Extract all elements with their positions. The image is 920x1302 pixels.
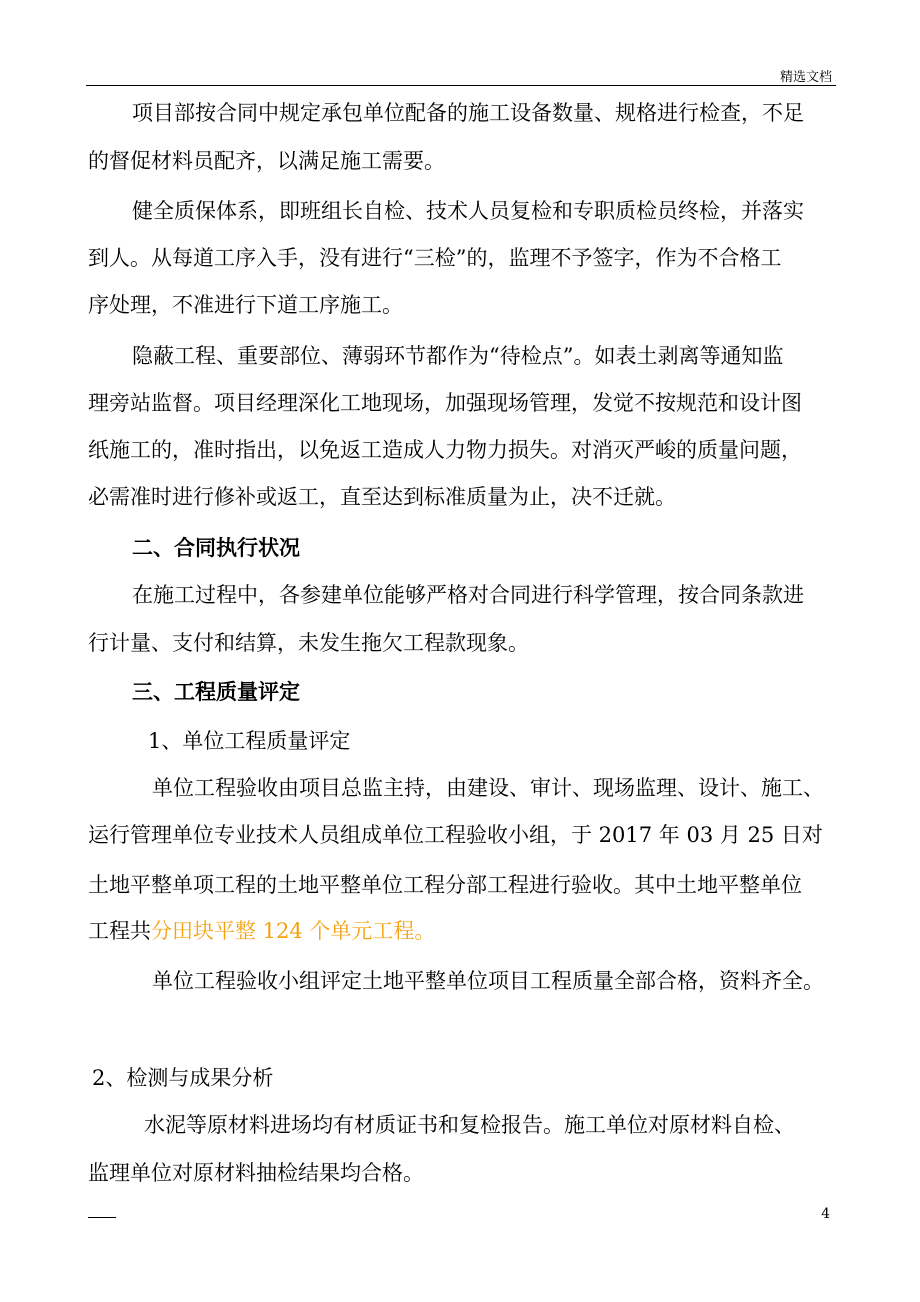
page-number: 4 (821, 1206, 830, 1222)
highlighted-text: 分田块平整 124 个单元工程。 (151, 919, 436, 943)
paragraph-line: 隐蔽工程、重要部位、薄弱环节都作为“待检点”。如表土剥离等通知监 (132, 344, 784, 368)
paragraph-line: 单位工程验收由项目总监主持，由建设、审计、现场监理、设计、施工、 (152, 776, 824, 800)
section-heading: 三、工程质量评定 (132, 679, 300, 704)
paragraph-line: 必需准时进行修补或返工，直至达到标准质量为止，决不迁就。 (88, 485, 676, 509)
footer-rule (88, 1217, 116, 1218)
paragraph-line (88, 916, 435, 946)
paragraph-line: 水泥等原材料进场均有材质证书和复检报告。施工单位对原材料自检、 (144, 1113, 795, 1137)
header-rule (86, 85, 836, 86)
paragraph-line: 单位工程验收小组评定土地平整单位项目工程质量全部合格，资料齐全。 (152, 969, 824, 993)
section-heading: 二、合同执行状况 (132, 535, 300, 560)
paragraph-line: 土地平整单项工程的土地平整单位工程分部工程进行验收。其中土地平整单位 (88, 873, 802, 897)
paragraph-line: 的督促材料员配齐，以满足施工需要。 (88, 149, 445, 173)
subsection-heading: 1、单位工程质量评定 (148, 729, 351, 753)
paragraph-line: 健全质保体系，即班组长自检、技术人员复检和专职质检员终检，并落实 (132, 199, 804, 223)
paragraph-line: 行计量、支付和结算，未发生拖欠工程款现象。 (88, 631, 529, 655)
header-label: 精选文档 (779, 70, 832, 85)
text-prefix: 工程共 (88, 919, 151, 943)
paragraph-line: 在施工过程中，各参建单位能够严格对合同进行科学管理，按合同条款进 (132, 583, 804, 607)
paragraph-line: 理旁站监督。项目经理深化工地现场，加强现场管理，发觉不按规范和设计图 (88, 391, 802, 415)
subsection-heading: 2、检测与成果分析 (92, 1066, 274, 1090)
paragraph-line: 项目部按合同中规定承包单位配备的施工设备数量、规格进行检查，不足 (132, 101, 804, 125)
paragraph-line: 序处理，不准进行下道工序施工。 (88, 293, 403, 317)
paragraph-line: 运行管理单位专业技术人员组成单位工程验收小组，于 2017 年 03 月 25 日对 (88, 823, 823, 847)
paragraph-line: 监理单位对原材料抽检结果均合格。 (88, 1161, 424, 1185)
paragraph-line: 到人。从每道工序入手，没有进行“三检”的，监理不予签字，作为不合格工 (88, 246, 782, 270)
paragraph-line: 纸施工的，准时指出，以免返工造成人力物力损失。对消灭严峻的质量问题， (88, 438, 802, 462)
